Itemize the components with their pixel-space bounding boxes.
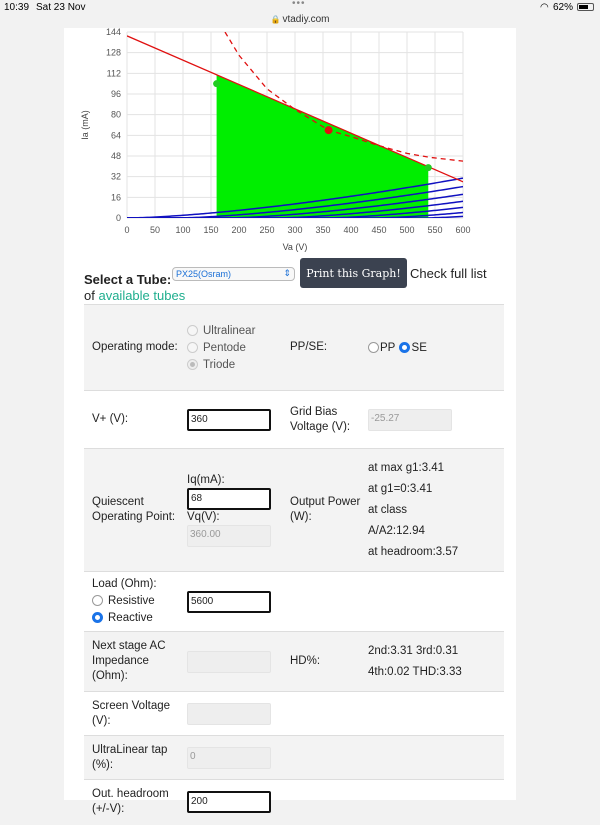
y-tick-label: 144 — [105, 28, 121, 37]
row-quiescent — [84, 449, 504, 572]
row-vplus — [84, 391, 504, 449]
load-input[interactable]: 5600 — [187, 591, 271, 613]
lock-icon: 🔒 — [270, 15, 281, 24]
parameters-table — [84, 304, 504, 825]
se-option[interactable] — [399, 339, 427, 356]
load-resistive-option[interactable] — [92, 592, 187, 609]
load-reactive-option[interactable] — [92, 609, 187, 626]
check-full-list-text: Check full list — [410, 266, 487, 281]
ul-tap-label: UltraLinear tap (%): — [92, 743, 168, 771]
swing-point-min — [425, 164, 432, 171]
iq-label: Iq(mA): — [187, 474, 225, 486]
ultralinear-label: Ultralinear — [203, 324, 256, 337]
x-tick-label: 400 — [343, 225, 359, 235]
select-tube-label: Select a Tube: — [84, 272, 172, 287]
x-tick-label: 450 — [371, 225, 387, 235]
hd-line-1: 2nd:3.31 3rd:0.31 — [368, 644, 459, 657]
print-graph-button[interactable]: Print this Graph! — [300, 258, 407, 288]
radio-resistive[interactable] — [92, 595, 103, 606]
operating-mode-label: Operating mode: — [92, 341, 178, 353]
of-text: of — [84, 288, 95, 303]
ul-tap-input[interactable]: 0 — [187, 747, 271, 769]
triode-label: Triode — [203, 358, 236, 371]
radio-pp[interactable] — [368, 342, 379, 353]
radio-triode[interactable] — [187, 359, 198, 370]
available-tubes-link[interactable]: available tubes — [98, 288, 186, 303]
address-bar[interactable] — [0, 14, 600, 28]
battery-percent: 62% — [553, 2, 574, 13]
clock: 10:39 — [4, 2, 30, 13]
y-tick-label: 96 — [110, 89, 121, 99]
row-screen-voltage — [84, 692, 504, 736]
radio-reactive[interactable] — [92, 612, 103, 623]
pentode-label: Pentode — [203, 341, 246, 354]
x-tick-label: 50 — [149, 225, 161, 235]
operating-point — [325, 126, 333, 134]
y-tick-label: 128 — [105, 47, 121, 58]
row-operating-mode — [84, 305, 504, 391]
load-label: Load (Ohm): — [92, 578, 157, 590]
pp-option[interactable] — [368, 339, 395, 356]
power-class-label: at class — [368, 503, 407, 516]
vq-label: Vq(V): — [187, 511, 220, 523]
x-tick-label: 0 — [124, 225, 130, 235]
x-tick-label: 250 — [259, 225, 275, 235]
wifi-icon: ◠ — [540, 2, 549, 13]
pp-se-label: PP/SE: — [290, 341, 328, 353]
x-tick-label: 300 — [287, 225, 303, 235]
headroom-input[interactable]: 200 — [187, 791, 271, 813]
url-text: vtadiy.com — [282, 14, 330, 25]
next-stage-input[interactable] — [187, 651, 271, 673]
battery-icon — [577, 3, 594, 11]
date: Sat 23 Nov — [36, 2, 86, 13]
power-headroom: at headroom:3.57 — [368, 545, 459, 558]
mode-option-pentode[interactable] — [187, 339, 290, 356]
y-tick-label: 32 — [110, 171, 121, 182]
y-tick-label: 80 — [110, 109, 121, 120]
x-tick-label: 100 — [175, 225, 191, 235]
y-tick-label: 0 — [115, 213, 121, 223]
row-load — [84, 572, 504, 632]
x-tick-label: 200 — [231, 225, 247, 235]
screen-voltage-label: Screen Voltage (V): — [92, 699, 171, 727]
tube-select-value: PX25(Osram) — [176, 269, 232, 279]
power-g1-zero: at g1=0:3.41 — [368, 482, 433, 495]
y-tick-label: 64 — [110, 130, 121, 141]
pp-label: PP — [380, 341, 396, 354]
se-label: SE — [411, 341, 427, 354]
headroom-label: Out. headroom (+/-V): — [92, 788, 169, 816]
swing-point-max — [213, 80, 220, 87]
vplus-label: V+ (V): — [92, 413, 129, 425]
select-chevron-icon: ⇕ — [283, 268, 291, 278]
x-tick-label: 150 — [203, 225, 219, 235]
radio-se[interactable] — [399, 342, 410, 353]
hd-line-2: 4th:0.02 THD:3.33 — [368, 665, 462, 678]
power-class-a: A/A2:12.94 — [368, 524, 425, 537]
power-max-g1: at max g1:3.41 — [368, 461, 445, 474]
page-content — [64, 28, 516, 816]
output-power-label: Output Power (W): — [290, 496, 361, 523]
x-tick-label: 600 — [455, 225, 471, 235]
x-axis-label: Va (V) — [282, 242, 308, 252]
y-tick-label: 16 — [110, 192, 121, 203]
row-headroom — [84, 780, 504, 825]
y-axis-label: Ia (mA) — [80, 110, 90, 140]
mode-option-ultralinear[interactable] — [187, 322, 290, 339]
iq-input[interactable]: 68 — [187, 488, 271, 510]
tube-select[interactable] — [172, 267, 295, 281]
grid-bias-label: Grid Bias Voltage (V): — [290, 405, 351, 433]
radio-ultralinear[interactable] — [187, 325, 198, 336]
screen-voltage-input[interactable] — [187, 703, 271, 725]
reactive-label: Reactive — [108, 611, 153, 624]
plate-curve-chart — [64, 28, 516, 260]
hd-label: HD%: — [290, 655, 321, 667]
row-next-stage — [84, 632, 504, 692]
vplus-input[interactable]: 360 — [187, 409, 271, 431]
vq-field: 360.00 — [187, 525, 271, 547]
y-tick-label: 48 — [110, 151, 121, 161]
resistive-label: Resistive — [108, 594, 155, 607]
x-tick-label: 500 — [399, 225, 415, 235]
mode-option-triode[interactable] — [187, 356, 290, 373]
of-available-tubes — [84, 288, 185, 303]
status-bar — [0, 0, 600, 14]
row-ul-tap — [84, 736, 504, 780]
chart-svg — [64, 28, 516, 260]
multitasking-dots-icon[interactable]: ••• — [292, 0, 306, 9]
y-tick-label: 112 — [106, 68, 121, 79]
radio-pentode[interactable] — [187, 342, 198, 353]
next-stage-label: Next stage AC Impedance (Ohm): — [92, 640, 166, 682]
x-tick-label: 550 — [427, 225, 443, 235]
grid-bias-field: -25.27 — [368, 409, 452, 431]
x-tick-label: 350 — [315, 225, 331, 235]
quiescent-label: Quiescent Operating Point: — [92, 496, 176, 523]
